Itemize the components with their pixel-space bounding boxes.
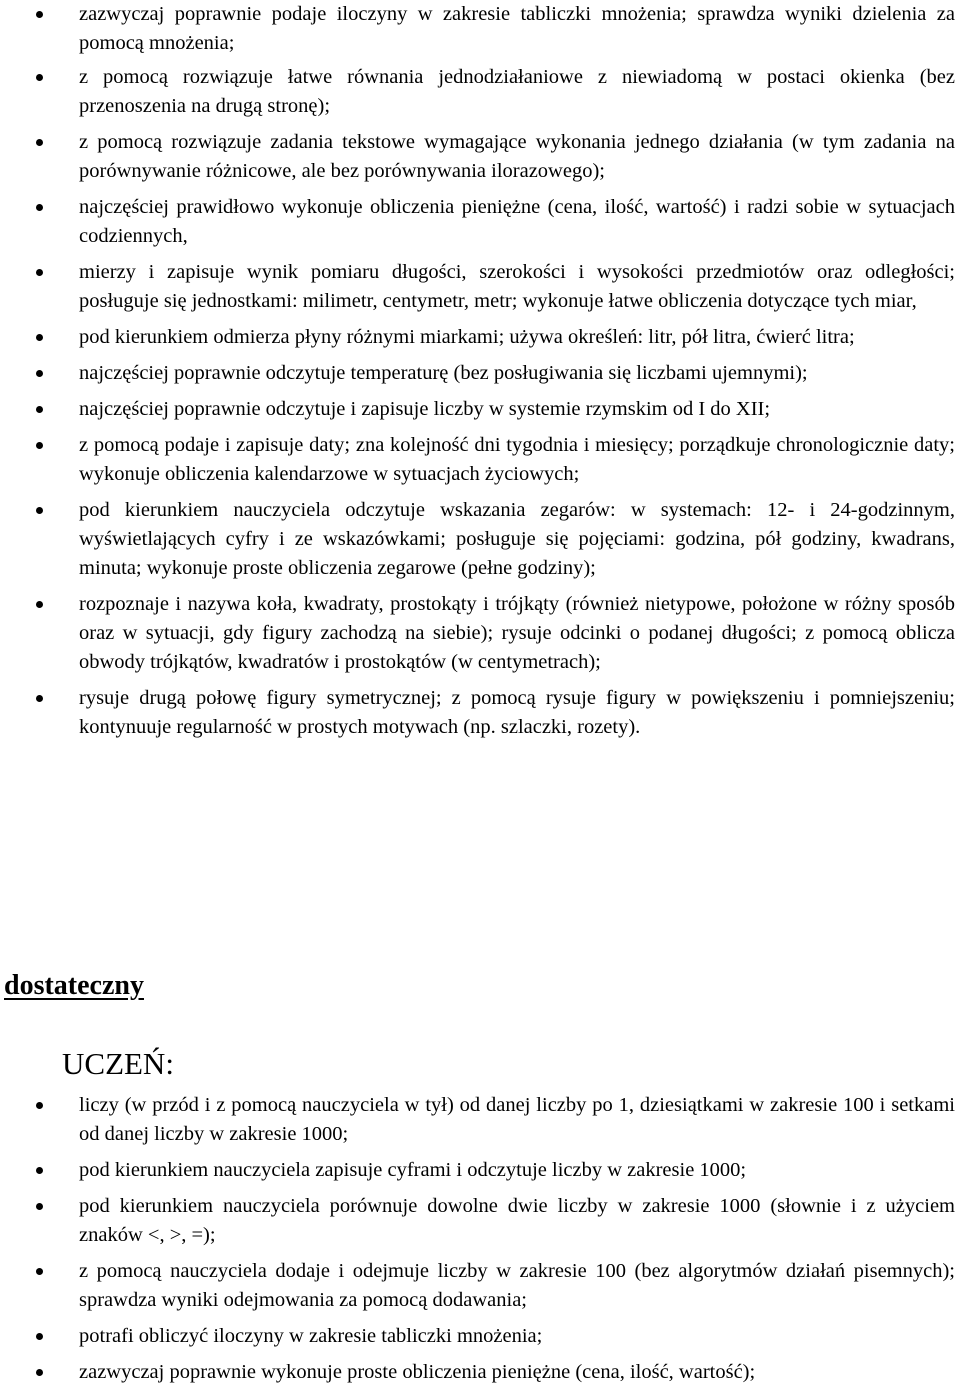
list-item-text: najczęściej prawidłowo wykonuje obliczenia pieniężne (cena, ilość, wartość) i radzi sobie w sytuacjach codziennych, xyxy=(79,196,955,247)
bullet-icon xyxy=(36,139,43,146)
list-item-text: zazwyczaj poprawnie podaje iloczyny w zakresie tabliczki mnożenia; sprawdza wyniki dzielenia za pomocą mnożenia; xyxy=(79,3,955,54)
list-item xyxy=(0,590,960,677)
list-item xyxy=(0,431,960,489)
list-item-text: z pomocą nauczyciela dodaje i odejmuje liczby w zakresie 100 (bez algorytmów działań pisemnych); sprawdza wyniki odejmowania za pomocą dodawania; xyxy=(79,1260,955,1311)
bullet-icon xyxy=(36,1167,43,1174)
list-item xyxy=(0,1156,960,1185)
list-item-text: liczy (w przód i z pomocą nauczyciela w tył) od danej liczby po 1, dziesiątkami w zakresie 100 i setkami od danej liczby w zakresie 1000; xyxy=(79,1094,955,1145)
list-item xyxy=(0,1322,960,1351)
list-item-text: rysuje drugą połowę figury symetrycznej; z pomocą rysuje figury w powiększeniu i pomniejszeniu; kontynuuje regularność w prostych motywach (np. szlaczki, rozety). xyxy=(79,687,955,738)
student-heading: UCZEŃ: xyxy=(62,1046,174,1081)
list-item xyxy=(0,128,960,186)
bullet-icon xyxy=(36,1333,43,1340)
list-item-text: mierzy i zapisuje wynik pomiaru długości, szerokości i wysokości przedmiotów oraz odległości; posługuje się jednostkami: milimetr, centymetr, metr; wykonuje łatwe obliczenia dotyczące tych miar, xyxy=(79,261,955,312)
list-item-text: zazwyczaj poprawnie wykonuje proste obliczenia pieniężne (cena, ilość, wartość); xyxy=(79,1361,756,1383)
list-item-text: z pomocą rozwiązuje łatwe równania jednodziałaniowe z niewiadomą w postaci okienka (bez przenoszenia na drugą stronę); xyxy=(79,66,955,117)
grade-heading: dostateczny xyxy=(4,970,144,1001)
list-item xyxy=(0,193,960,251)
bullet-icon xyxy=(36,406,43,413)
list-item xyxy=(0,1257,960,1315)
bullet-icon xyxy=(36,74,43,81)
list-item xyxy=(0,359,960,388)
list-item-text: z pomocą podaje i zapisuje daty; zna kolejność dni tygodnia i miesięcy; porządkuje chronologicznie daty; wykonuje obliczenia kalendarzowe w sytuacjach życiowych; xyxy=(79,434,955,485)
list-item-text: pod kierunkiem odmierza płyny różnymi miarkami; używa określeń: litr, pół litra, ćwierć litra; xyxy=(79,326,855,348)
list-item xyxy=(0,63,960,121)
bullet-icon xyxy=(36,507,43,514)
list-item xyxy=(0,258,960,316)
list-item xyxy=(0,323,960,352)
bullet-icon xyxy=(36,695,43,702)
list-item-text: z pomocą rozwiązuje zadania tekstowe wymagające wykonania jednego działania (w tym zadania na porównywanie różnicowe, ale bez porównywania ilorazowego); xyxy=(79,131,955,182)
bullet-icon xyxy=(36,601,43,608)
list-item xyxy=(0,1358,960,1387)
bullet-icon xyxy=(36,204,43,211)
list-item-text: pod kierunkiem nauczyciela odczytuje wskazania zegarów: w systemach: 12- i 24-godzinnym, wyświetlających cyfry i ze wskazówkami; posługuje się pojęciami: godzina, pół godziny, kwadrans, minuta; wykonuje proste obliczenia zegarowe (pełne godziny); xyxy=(79,499,955,579)
list-item xyxy=(0,395,960,424)
bullet-icon xyxy=(36,1203,43,1210)
bullet-icon xyxy=(36,370,43,377)
list-item xyxy=(0,684,960,742)
bullet-icon xyxy=(36,269,43,276)
bullet-icon xyxy=(36,1268,43,1275)
list-item-text: pod kierunkiem nauczyciela zapisuje cyframi i odczytuje liczby w zakresie 1000; xyxy=(79,1159,747,1181)
bullet-icon xyxy=(36,442,43,449)
list-item xyxy=(0,1192,960,1250)
bullet-icon xyxy=(36,11,43,18)
list-item-text: rozpoznaje i nazywa koła, kwadraty, prostokąty i trójkąty (również nietypowe, położone w różny sposób oraz w sytuacji, gdy figury zachodzą na siebie); rysuje odcinki o podanej długości; z pomocą oblicza obwody trójkątów, kwadratów i prostokątów (w centymetrach); xyxy=(79,593,955,673)
bullet-icon xyxy=(36,334,43,341)
list-item-text: potrafi obliczyć iloczyny w zakresie tabliczki mnożenia; xyxy=(79,1325,543,1347)
list-item xyxy=(0,0,960,58)
list-item xyxy=(0,1091,960,1149)
list-item-text: najczęściej poprawnie odczytuje i zapisuje liczby w systemie rzymskim od I do XII; xyxy=(79,398,771,420)
list-item-text: najczęściej poprawnie odczytuje temperaturę (bez posługiwania się liczbami ujemnymi); xyxy=(79,362,808,384)
list-item xyxy=(0,496,960,583)
bullet-icon xyxy=(36,1369,43,1376)
list-item-text: pod kierunkiem nauczyciela porównuje dowolne dwie liczby w zakresie 1000 (słownie i z użyciem znaków <, >, =); xyxy=(79,1195,955,1246)
bullet-icon xyxy=(36,1102,43,1109)
requirements-list-satisfactory xyxy=(0,1091,960,1394)
